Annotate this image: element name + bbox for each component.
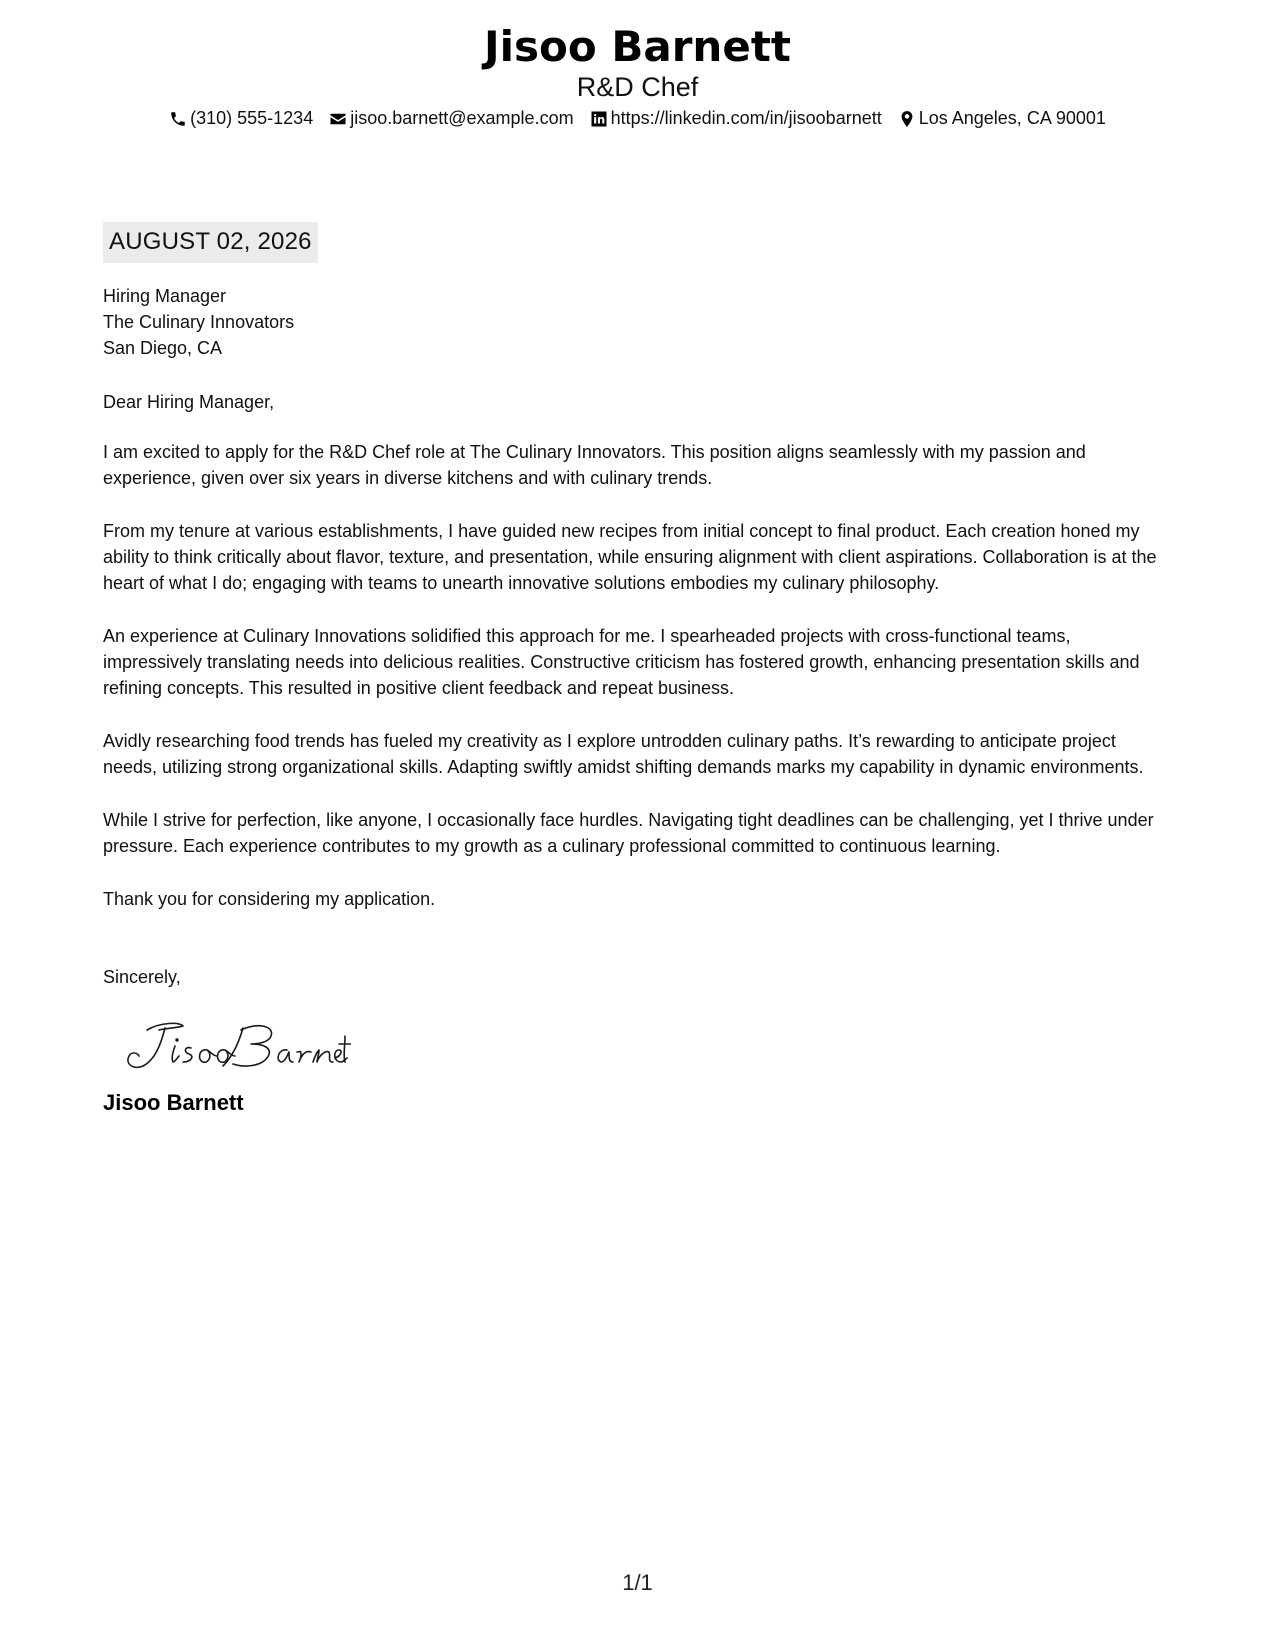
contact-linkedin[interactable] xyxy=(590,108,882,129)
contact-phone-text: (310) 555-1234 xyxy=(190,108,314,128)
recipient-line: The Culinary Innovators xyxy=(103,312,295,332)
paragraph: While I strive for perfection, like anyone, I occasionally face hurdles. Navigating tight deadlines can be challenging, yet I thrive under pressure. Each experience contributes to my growth as a culinary professional committed to continuous learning. xyxy=(103,810,1154,856)
contact-location xyxy=(898,108,1106,129)
closing: Sincerely, xyxy=(103,967,181,987)
envelope-icon xyxy=(329,110,347,128)
recipient-block xyxy=(103,283,1172,361)
letter-header xyxy=(0,0,1275,129)
page-number: 1/1 xyxy=(622,1570,653,1595)
letter-body xyxy=(103,222,1172,1116)
paragraph: Avidly researching food trends has fueled my creativity as I explore untrodden culinary paths. It’s rewarding to anticipate project needs, utilizing strong organizational skills. Adapting swiftly amidst shifting demands marks my capability in dynamic environments. xyxy=(103,731,1144,777)
map-pin-icon xyxy=(898,110,916,128)
contact-email-text: jisoo.barnett@example.com xyxy=(350,108,574,128)
phone-icon xyxy=(169,110,187,128)
contact-email[interactable] xyxy=(329,108,573,129)
signer-name: Jisoo Barnett xyxy=(103,1090,244,1115)
contact-bar xyxy=(0,108,1275,129)
linkedin-icon xyxy=(590,110,608,128)
applicant-title: R&D Chef xyxy=(576,72,699,102)
paragraph: From my tenure at various establishments, I have guided new recipes from initial concept to final product. Each creation honed my ability to think critically about flavor, texture, and presentation, while ensuring alignment with client aspirations. Collaboration is at the heart of what I do; engaging with teams to unearth innovative solutions embodies my culinary philosophy. xyxy=(103,521,1157,593)
contact-location-text: Los Angeles, CA 90001 xyxy=(918,108,1106,128)
recipient-line: San Diego, CA xyxy=(103,338,223,358)
signature-image xyxy=(121,1016,351,1078)
contact-phone xyxy=(169,108,313,129)
letter-date: AUGUST 02, 2026 xyxy=(103,222,318,263)
paragraph: I am excited to apply for the R&D Chef role at The Culinary Innovators. This position aligns seamlessly with my passion and experience, given over six years in diverse kitchens and with culinary trends. xyxy=(103,442,1086,488)
applicant-name: Jisoo Barnett xyxy=(484,22,791,71)
recipient-line: Hiring Manager xyxy=(103,286,227,306)
paragraph: Thank you for considering my application. xyxy=(103,889,436,909)
paragraphs xyxy=(103,439,1172,912)
contact-linkedin-text: https://linkedin.com/in/jisoobarnett xyxy=(610,108,882,128)
salutation: Dear Hiring Manager, xyxy=(103,392,275,412)
paragraph: An experience at Culinary Innovations solidified this approach for me. I spearheaded projects with cross-functional teams, impressively translating needs into delicious realities. Constructive criticism has fostered growth, enhancing presentation skills and refining concepts. This resulted in positive client feedback and repeat business. xyxy=(103,626,1140,698)
